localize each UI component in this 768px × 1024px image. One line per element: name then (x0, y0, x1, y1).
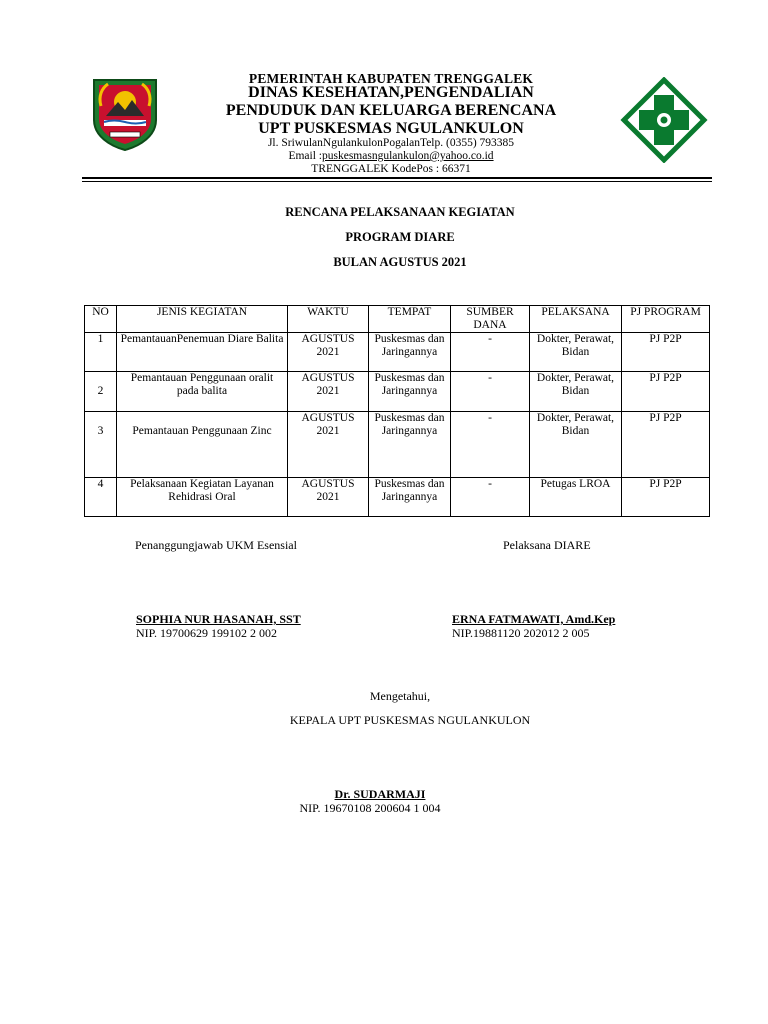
cell-pj: PJ P2P (622, 333, 710, 372)
email-link[interactable]: puskesmasngulankulon@yahoo.co.id (321, 150, 494, 162)
cell-tempat: Puskesmas dan Jaringannya (369, 478, 451, 517)
email-label: Email : (288, 150, 322, 162)
kegiatan-table (84, 305, 710, 517)
head-name: Dr. SUDARMAJI (334, 787, 426, 801)
cell-sumber: - (451, 412, 530, 478)
right-signer-name: ERNA FATMAWATI, Amd.Kep (452, 612, 616, 626)
doc-title: RENCANA PELAKSANAAN KEGIATAN (285, 205, 515, 219)
cell-tempat: Puskesmas dan Jaringannya (369, 372, 451, 412)
cell-waktu: AGUSTUS 2021 (288, 333, 369, 372)
cell-jenis (117, 412, 288, 478)
cell-pelaksana: Petugas LROA (530, 478, 622, 517)
cell-no: 2 (85, 372, 117, 412)
table-row (85, 478, 710, 517)
cell-jenis: Pemantauan Penggunaan oralit pada balita (117, 372, 288, 412)
cell-no: 4 (85, 478, 117, 517)
cell-waktu: AGUSTUS 2021 (288, 478, 369, 517)
header-rule-thick (82, 177, 712, 179)
cell-pelaksana: Dokter, Perawat, Bidan (530, 412, 622, 478)
header-rule-thin (82, 181, 712, 182)
left-signer-name: SOPHIA NUR HASANAH, SST (136, 612, 301, 626)
col-header-no: NO (85, 306, 117, 333)
cell-waktu: AGUSTUS 2021 (288, 412, 369, 478)
head-nip: NIP. 19670108 200604 1 004 (299, 801, 441, 815)
cell-jenis: PemantauanPenemuan Diare Balita (117, 333, 288, 372)
header-line-dinas: DINAS KESEHATAN,PENGENDALIAN (248, 84, 534, 101)
col-header-pj: PJ PROGRAM (622, 306, 710, 333)
kabupaten-emblem-logo (88, 76, 162, 152)
cell-pelaksana: Dokter, Perawat, Bidan (530, 333, 622, 372)
col-header-pelaksana: PELAKSANA (530, 306, 622, 333)
puskesmas-logo (620, 77, 708, 163)
table-row (85, 372, 710, 412)
cell-no-text: 3 (97, 425, 104, 437)
cell-jenis-text: Pemantauan Penggunaan Zinc (132, 425, 272, 437)
cell-sumber: - (451, 333, 530, 372)
col-header-jenis: JENIS KEGIATAN (117, 306, 288, 333)
header-address: Jl. SriwulanNgulankulonPogalanTelp. (0355) 793385 (267, 137, 515, 149)
header-city: TRENGGALEK KodePos : 66371 (311, 163, 471, 175)
left-signer-role: Penanggungjawab UKM Esensial (135, 538, 297, 552)
col-header-sumber: SUMBER DANA (451, 306, 530, 333)
col-header-waktu: WAKTU (288, 306, 369, 333)
cell-pj: PJ P2P (622, 372, 710, 412)
cell-tempat: Puskesmas dan Jaringannya (369, 412, 451, 478)
header-line-upt: UPT PUSKESMAS NGULANKULON (258, 120, 524, 137)
table-row (85, 412, 710, 478)
cell-pelaksana: Dokter, Perawat, Bidan (530, 372, 622, 412)
doc-month: BULAN AGUSTUS 2021 (333, 255, 467, 269)
cell-sumber: - (451, 372, 530, 412)
cell-pj: PJ P2P (622, 478, 710, 517)
col-header-tempat: TEMPAT (369, 306, 451, 333)
right-signer-nip: NIP.19881120 202012 2 005 (452, 626, 590, 640)
doc-program: PROGRAM DIARE (345, 230, 455, 244)
acknowledge-label: Mengetahui, (369, 689, 431, 703)
cell-sumber: - (451, 478, 530, 517)
cell-pj: PJ P2P (622, 412, 710, 478)
head-title: KEPALA UPT PUSKESMAS NGULANKULON (289, 713, 531, 727)
left-signer-nip: NIP. 19700629 199102 2 002 (136, 626, 278, 640)
table-row (85, 333, 710, 372)
header-email-line (166, 150, 616, 163)
header-line-government: PEMERINTAH KABUPATEN TRENGGALEK (248, 71, 534, 86)
cell-tempat: Puskesmas dan Jaringannya (369, 333, 451, 372)
right-signer-role: Pelaksana DIARE (503, 538, 591, 552)
cell-waktu: AGUSTUS 2021 (288, 372, 369, 412)
table-header-row (85, 306, 710, 333)
cell-no: 1 (85, 333, 117, 372)
cell-jenis: Pelaksanaan Kegiatan Layanan Rehidrasi Oral (117, 478, 288, 517)
cell-no (85, 412, 117, 478)
header-line-penduduk: PENDUDUK DAN KELUARGA BERENCANA (225, 102, 557, 119)
